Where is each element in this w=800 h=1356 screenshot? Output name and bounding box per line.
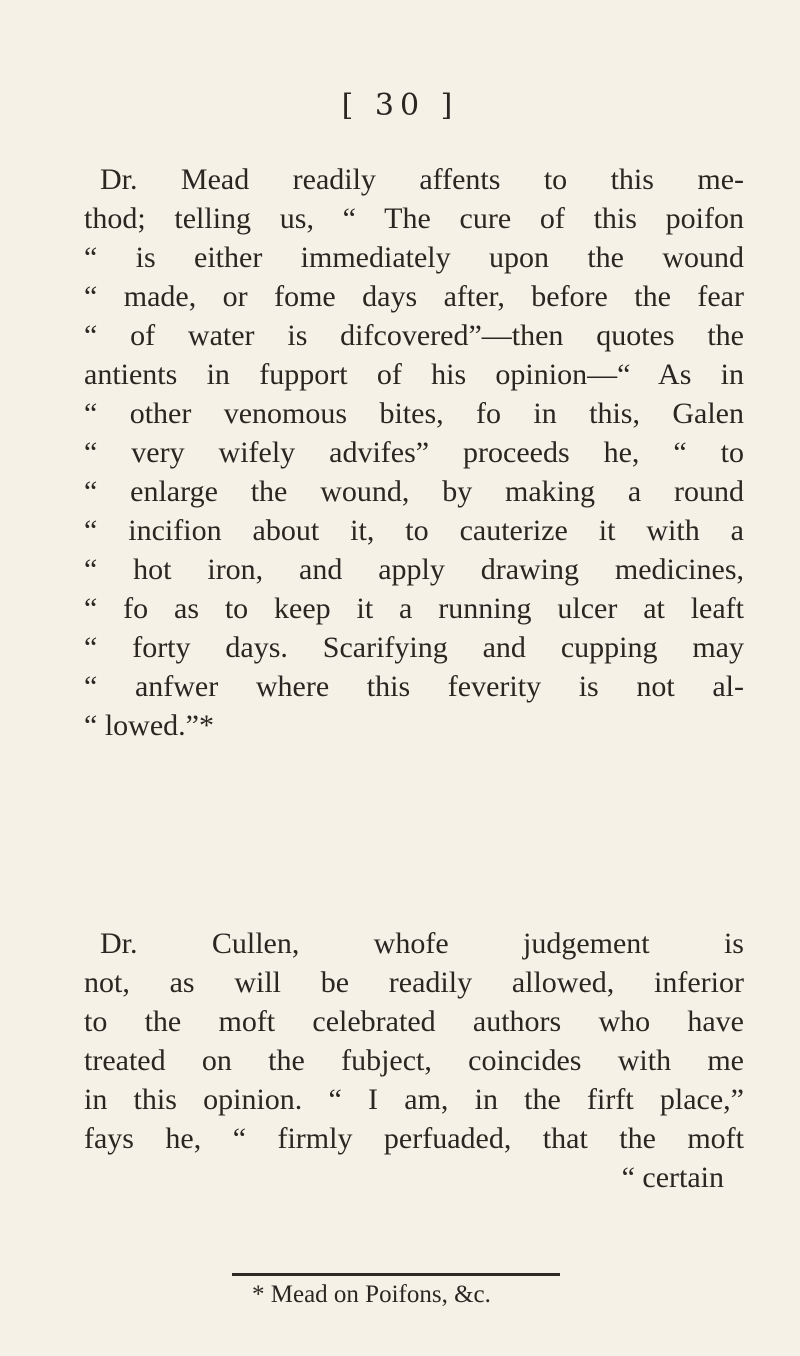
text-line: antients in fupport of his opinion—“ As in [84,358,744,391]
text-line: “ hot iron, and apply drawing medicines, [84,553,744,586]
text-line: “ other venomous bites, fo in this, Galen [84,397,744,430]
text-line: “ forty days. Scarifying and cupping may [84,631,744,664]
text-line: Dr. Mead readily affents to this me- [100,163,744,196]
text-line: “ fo as to keep it a running ulcer at leaft [84,592,744,625]
text-line: to the moft celebrated authors who have [84,1005,744,1038]
paragraph-cullen [84,924,744,1197]
paragraph-mead [84,160,744,745]
text-line: “ enlarge the wound, by making a round [84,475,744,508]
page-number: [ 30 ] [341,88,459,123]
text-line: fays he, “ firmly perfuaded, that the moft [84,1122,744,1155]
footnote-rule [232,1273,560,1276]
text-line: thod; telling us, “ The cure of this poifon [84,202,744,235]
text-line: “ made, or fome days after, before the fear [84,280,744,313]
text-line: Dr. Cullen, whofe judgement is [100,927,744,960]
text-line: treated on the fubject, coincides with me [84,1044,744,1077]
text-line: “ of water is difcovered”—then quotes the [84,319,744,352]
text-line: “ anfwer where this feverity is not al- [84,670,744,703]
text-line: “ is either immediately upon the wound [84,241,744,274]
text-line: “ lowed.”* [84,709,214,742]
text-line: “ very wifely advifes” proceeds he, “ to [84,436,744,469]
catchword: “ certain [621,1161,724,1194]
text-line: “ incifion about it, to cauterize it with a [84,514,744,547]
footnote: * Mead on Poifons, &c. [252,1281,491,1308]
text-line: not, as will be readily allowed, inferior [84,966,744,999]
text-line: in this opinion. “ I am, in the firft place,” [84,1083,744,1116]
